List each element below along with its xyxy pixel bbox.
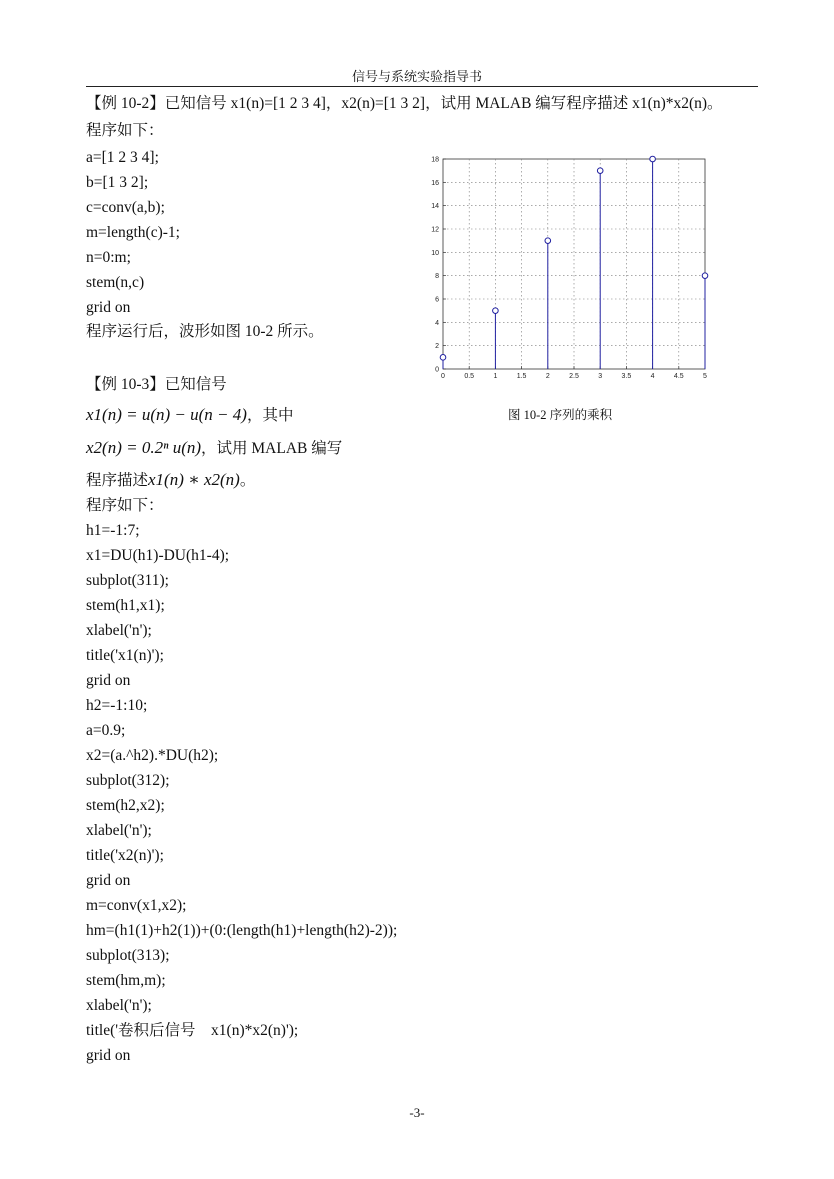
code2-line-12: stem(h2,x2); — [86, 797, 165, 814]
y-tick-label: 10 — [431, 249, 439, 257]
code2-line-5: xlabel('n'); — [86, 622, 152, 639]
x-tick-label: 5 — [703, 373, 707, 380]
stem-marker — [545, 238, 551, 244]
stem-marker — [650, 156, 656, 162]
code-line-6: stem(n,c) — [86, 274, 145, 291]
code-line-3: c=conv(a,b); — [86, 199, 165, 216]
code2-line-6: title('x1(n)'); — [86, 647, 164, 664]
desc-equation: x1(n) ∗ x2(n) — [148, 470, 240, 489]
header-rule — [86, 86, 758, 87]
code2-line-20: xlabel('n'); — [86, 997, 152, 1014]
x-tick-label: 3.5 — [621, 373, 632, 380]
y-tick-label: 16 — [431, 179, 439, 187]
x-tick-label: 3 — [598, 373, 603, 380]
x-tick-label: 0.5 — [464, 373, 475, 380]
y-tick-label: 18 — [431, 156, 439, 164]
program-intro-1: 程序如下： — [86, 122, 164, 139]
desc-suffix: 。 — [239, 472, 256, 489]
stem-marker — [597, 168, 603, 174]
code2-line-18: subplot(313); — [86, 947, 170, 964]
code2-line-1: h1=-1:7; — [86, 522, 140, 539]
code2-line-4: stem(h1,x1); — [86, 597, 165, 614]
page-number: -3- — [409, 1105, 425, 1120]
code2-line-22: grid on — [86, 1047, 131, 1064]
code2-line-19: stem(hm,m); — [86, 972, 166, 989]
equation-x1: x1(n) = u(n) − u(n − 4) — [86, 405, 247, 424]
code2-line-8: h2=-1:10; — [86, 697, 148, 714]
x-tick-label: 1.5 — [516, 373, 527, 380]
stem-marker — [493, 308, 499, 314]
x-tick-label: 4 — [650, 373, 655, 380]
stem-chart-svg — [425, 150, 715, 380]
y-tick-label: 0 — [435, 366, 439, 374]
code2-line-10: x2=(a.^h2).*DU(h2); — [86, 747, 219, 764]
equation-1-suffix: ，其中 — [246, 407, 294, 424]
y-tick-label: 8 — [435, 273, 439, 281]
y-tick-label: 4 — [435, 319, 439, 327]
result-text: 程序运行后，波形如图 10-2 所示。 — [86, 323, 324, 340]
desc-prefix: 程序描述 — [86, 472, 149, 489]
code2-line-9: a=0.9; — [86, 722, 126, 739]
code2-line-17: hm=(h1(1)+h2(1))+(0:(length(h1)+length(h2)-2)); — [86, 922, 398, 939]
code2-line-11: subplot(312); — [86, 772, 170, 789]
x-tick-label: 1 — [493, 373, 498, 380]
stem-marker — [702, 273, 708, 279]
code2-line-14: title('x2(n)'); — [86, 847, 164, 864]
code2-line-2: x1=DU(h1)-DU(h1-4); — [86, 547, 230, 564]
figure-caption: 图 10-2 序列的乘积 — [508, 408, 613, 422]
running-header: 信号与系统实验指导书 — [351, 69, 482, 84]
code2-line-15: grid on — [86, 872, 131, 889]
x-tick-label: 4.5 — [673, 373, 684, 380]
code2-line-16: m=conv(x1,x2); — [86, 897, 187, 914]
program-intro-2: 程序如下： — [86, 497, 164, 514]
code2-line-13: xlabel('n'); — [86, 822, 152, 839]
code-line-2: b=[1 3 2]; — [86, 174, 149, 191]
stem-marker — [440, 355, 446, 361]
y-tick-label: 2 — [435, 343, 439, 351]
y-tick-label: 6 — [435, 296, 439, 304]
y-tick-label: 14 — [431, 203, 439, 211]
equation-line-2 — [86, 439, 342, 458]
equation-line-1 — [86, 406, 293, 425]
y-tick-label: 12 — [431, 226, 439, 234]
code-line-1: a=[1 2 3 4]; — [86, 149, 159, 166]
code-line-4: m=length(c)-1; — [86, 224, 180, 241]
equation-2-suffix: ，试用 MALAB 编写 — [201, 440, 343, 457]
x-tick-label: 2 — [545, 373, 550, 380]
stem-chart — [425, 150, 715, 380]
example-10-3-title: 【例 10-3】已知信号 — [86, 376, 227, 393]
code2-line-3: subplot(311); — [86, 572, 169, 589]
code2-line-21: title('卷积后信号 x1(n)*x2(n)'); — [86, 1022, 299, 1039]
equation-x2: x2(n) = 0.2ⁿ u(n) — [86, 438, 202, 457]
x-tick-label: 0 — [441, 373, 445, 380]
code-line-5: n=0:m; — [86, 249, 131, 266]
x-tick-label: 2.5 — [569, 373, 579, 380]
program-description — [86, 471, 255, 490]
code2-line-7: grid on — [86, 672, 131, 689]
code-line-7: grid on — [86, 299, 131, 316]
example-10-2-title: 【例 10-2】已知信号 x1(n)=[1 2 3 4]，x2(n)=[1 3 2]，试用 MALAB 编写程序描述 x1(n)*x2(n)。 — [86, 95, 723, 112]
